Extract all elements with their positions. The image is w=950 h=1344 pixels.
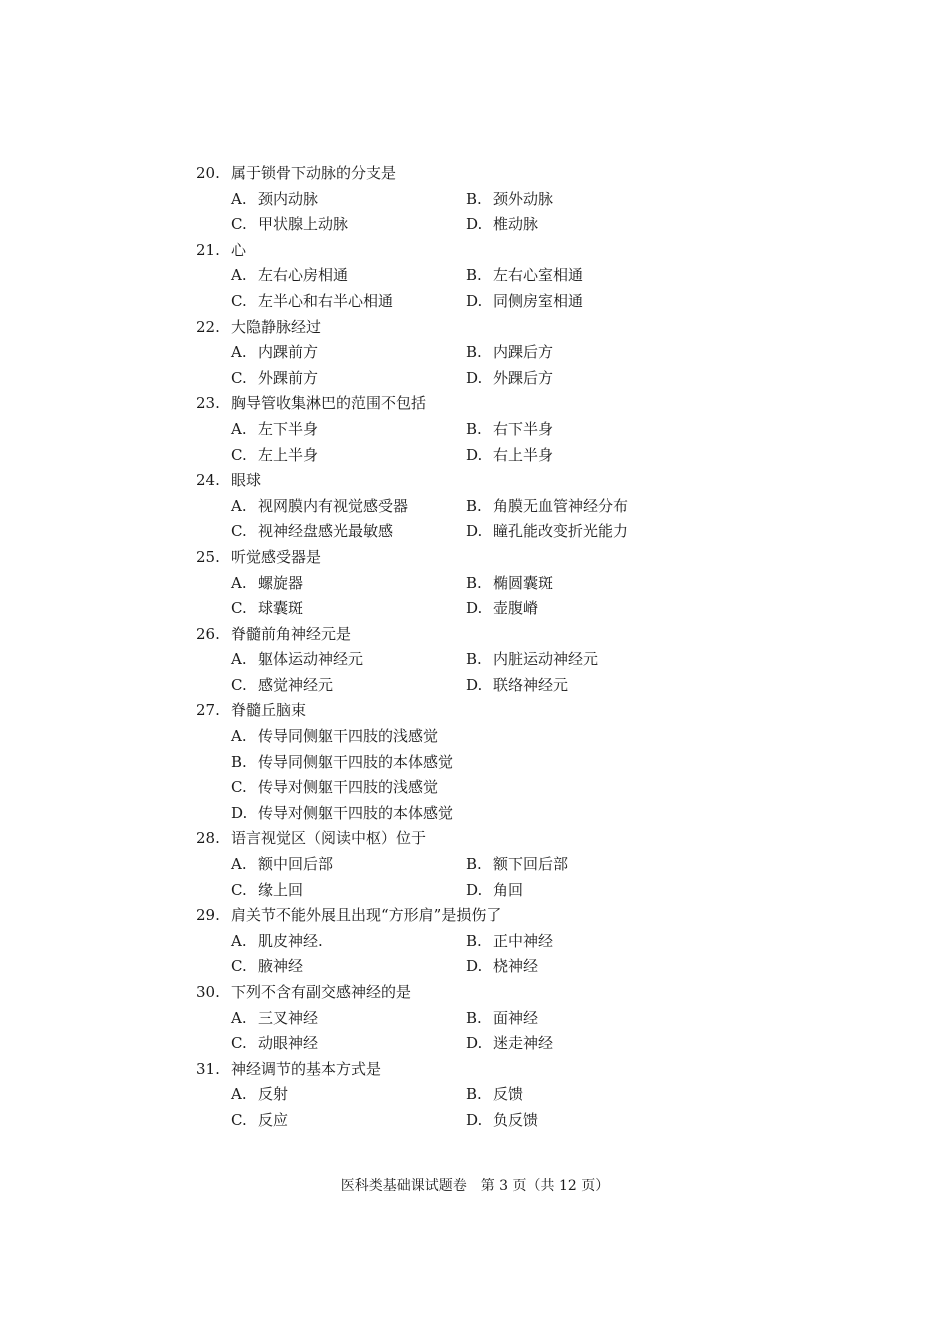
option-row — [0, 878, 950, 904]
answer-option — [466, 929, 553, 955]
option-text: 右上半身 — [493, 445, 554, 464]
option-text: 角回 — [493, 880, 524, 899]
option-text: 反应 — [258, 1110, 289, 1129]
option-label: A. — [231, 496, 247, 515]
option-text: 视神经盘感光最敏感 — [258, 522, 394, 541]
question-text: 神经调节的基本方式是 — [231, 1059, 382, 1078]
option-text: 额下回后部 — [493, 855, 569, 874]
option-text: 同侧房室相通 — [493, 291, 584, 310]
question-stem — [0, 1057, 950, 1083]
option-row — [0, 724, 950, 750]
option-label: A. — [231, 343, 247, 362]
option-text: 左下半身 — [258, 419, 319, 438]
option-row — [0, 647, 950, 673]
option-row — [0, 1031, 950, 1057]
answer-option — [231, 1082, 288, 1108]
answer-option — [466, 187, 553, 213]
question-stem — [0, 391, 950, 417]
answer-option — [466, 1031, 553, 1057]
answer-option — [466, 340, 553, 366]
option-row — [0, 289, 950, 315]
option-text: 负反馈 — [493, 1110, 539, 1129]
option-label: C. — [231, 368, 247, 387]
option-row — [0, 801, 950, 827]
question-number: 21. — [196, 240, 220, 259]
answer-option — [466, 647, 598, 673]
answer-option — [466, 954, 538, 980]
option-label: C. — [231, 215, 247, 234]
question-stem — [0, 468, 950, 494]
option-text: 三叉神经 — [258, 1008, 319, 1027]
answer-option — [466, 494, 628, 520]
answer-option — [231, 571, 303, 597]
option-text: 外踝后方 — [493, 368, 554, 387]
option-text: 内脏运动神经元 — [493, 650, 599, 669]
option-label: C. — [231, 599, 247, 618]
question-number: 26. — [196, 624, 220, 643]
question-text: 大隐静脉经过 — [231, 317, 322, 336]
question-stem — [0, 315, 950, 341]
option-text: 缘上回 — [258, 880, 304, 899]
question-stem — [0, 826, 950, 852]
option-row — [0, 750, 950, 776]
option-text: 视网膜内有视觉感受器 — [258, 496, 409, 515]
option-label: A. — [231, 1085, 247, 1104]
answer-option — [231, 647, 363, 673]
option-label: C. — [231, 1110, 247, 1129]
option-row — [0, 443, 950, 469]
option-text: 桡神经 — [493, 957, 539, 976]
option-text: 动眼神经 — [258, 1034, 319, 1053]
option-label: C. — [231, 957, 247, 976]
question-text: 眼球 — [231, 471, 262, 490]
option-label: A. — [231, 419, 247, 438]
answer-option — [231, 443, 318, 469]
option-text: 左右心房相通 — [258, 266, 349, 285]
option-label: A. — [231, 1008, 247, 1027]
option-label: B. — [466, 1085, 482, 1104]
option-label: C. — [231, 880, 247, 899]
option-label: C. — [231, 445, 247, 464]
option-label: D. — [231, 803, 248, 822]
answer-option — [466, 1108, 538, 1134]
option-label: B. — [466, 931, 482, 950]
option-text: 额中回后部 — [258, 855, 334, 874]
option-label: C. — [231, 675, 247, 694]
question-text: 下列不含有副交感神经的是 — [231, 983, 412, 1001]
option-text: 肌皮神经. — [258, 931, 323, 950]
option-label: A. — [231, 650, 247, 669]
option-label: A. — [231, 727, 247, 746]
option-label: D. — [466, 522, 483, 541]
option-text: 颈内动脉 — [258, 189, 319, 208]
option-text: 面神经 — [493, 1008, 539, 1027]
question-number: 29. — [196, 906, 220, 925]
option-label: D. — [466, 291, 483, 310]
answer-option — [231, 263, 348, 289]
answer-option — [231, 929, 323, 955]
option-label: D. — [466, 675, 483, 694]
option-label: B. — [231, 752, 247, 771]
answer-option — [231, 724, 438, 750]
answer-option — [231, 289, 393, 315]
option-label: A. — [231, 189, 247, 208]
answer-option — [466, 1082, 523, 1108]
answer-option — [231, 417, 318, 443]
option-text: 颈外动脉 — [493, 189, 554, 208]
answer-option — [231, 187, 318, 213]
question-text: 脊髓丘脑束 — [231, 701, 307, 720]
question-list — [0, 161, 950, 1134]
option-label: C. — [231, 778, 247, 797]
option-label: B. — [466, 189, 482, 208]
option-text: 右下半身 — [493, 419, 554, 438]
option-text: 内踝前方 — [258, 343, 319, 362]
option-row — [0, 366, 950, 392]
answer-option — [466, 519, 628, 545]
question-number: 20. — [196, 164, 220, 182]
answer-option — [466, 1006, 538, 1032]
question-stem — [0, 903, 950, 929]
question-stem — [0, 622, 950, 648]
option-label: D. — [466, 368, 483, 387]
option-text: 瞳孔能改变折光能力 — [493, 522, 629, 541]
question-text: 语言视觉区（阅读中枢）位于 — [231, 829, 427, 848]
option-label: B. — [466, 855, 482, 874]
option-label: D. — [466, 1110, 483, 1129]
answer-option — [466, 596, 538, 622]
question-stem — [0, 698, 950, 724]
option-text: 椎动脉 — [493, 215, 539, 234]
answer-option — [231, 519, 393, 545]
option-row — [0, 571, 950, 597]
answer-option — [466, 417, 553, 443]
option-label: D. — [466, 1034, 483, 1053]
option-row — [0, 1082, 950, 1108]
answer-option — [466, 443, 553, 469]
answer-option — [231, 494, 408, 520]
option-row — [0, 263, 950, 289]
option-row — [0, 596, 950, 622]
question-text: 听觉感受器是 — [231, 547, 322, 566]
option-label: A. — [231, 573, 247, 592]
option-row — [0, 417, 950, 443]
option-text: 椭圆囊斑 — [493, 573, 554, 592]
answer-option — [231, 1006, 318, 1032]
option-text: 腋神经 — [258, 957, 304, 976]
option-label: B. — [466, 343, 482, 362]
option-row — [0, 1108, 950, 1134]
option-text: 左半心和右半心相通 — [258, 291, 394, 310]
option-text: 球囊斑 — [258, 599, 304, 618]
option-text: 感觉神经元 — [258, 675, 334, 694]
question-stem — [0, 545, 950, 571]
answer-option — [231, 366, 318, 392]
question-number: 30. — [196, 983, 220, 1001]
option-row — [0, 340, 950, 366]
question-number: 24. — [196, 471, 220, 490]
option-label: B. — [466, 419, 482, 438]
option-row — [0, 929, 950, 955]
option-label: A. — [231, 855, 247, 874]
answer-option — [231, 775, 438, 801]
option-text: 传导对侧躯干四肢的本体感觉 — [258, 803, 454, 822]
option-label: D. — [466, 880, 483, 899]
option-text: 反射 — [258, 1085, 289, 1104]
option-label: B. — [466, 573, 482, 592]
question-number: 22. — [196, 317, 220, 336]
answer-option — [231, 1031, 318, 1057]
question-stem — [0, 161, 950, 187]
page-footer: 医科类基础课试题卷 第 3 页（共 12 页） — [340, 1178, 610, 1194]
option-label: B. — [466, 496, 482, 515]
answer-option — [466, 673, 568, 699]
question-number: 23. — [196, 394, 220, 413]
option-row — [0, 187, 950, 213]
option-row — [0, 852, 950, 878]
option-text: 传导同侧躯干四肢的浅感觉 — [258, 727, 439, 746]
option-label: B. — [466, 650, 482, 669]
option-label: C. — [231, 291, 247, 310]
option-label: D. — [466, 445, 483, 464]
option-row — [0, 519, 950, 545]
option-text: 联络神经元 — [493, 675, 569, 694]
answer-option — [466, 878, 523, 904]
question-text: 脊髓前角神经元是 — [231, 624, 352, 643]
option-row — [0, 954, 950, 980]
answer-option — [466, 263, 583, 289]
option-text: 甲状腺上动脉 — [258, 215, 349, 234]
question-stem — [0, 980, 950, 1006]
answer-option — [231, 801, 453, 827]
answer-option — [231, 596, 303, 622]
option-text: 壶腹嵴 — [493, 599, 539, 618]
option-text: 左右心室相通 — [493, 266, 584, 285]
answer-option — [231, 212, 348, 238]
question-text: 属于锁骨下动脉的分支是 — [231, 164, 397, 182]
option-text: 迷走神经 — [493, 1034, 554, 1053]
option-label: C. — [231, 1034, 247, 1053]
option-row — [0, 775, 950, 801]
option-label: D. — [466, 215, 483, 234]
answer-option — [231, 1108, 288, 1134]
option-text: 左上半身 — [258, 445, 319, 464]
option-label: A. — [231, 266, 247, 285]
option-label: D. — [466, 599, 483, 618]
option-text: 传导对侧躯干四肢的浅感觉 — [258, 778, 439, 797]
answer-option — [231, 954, 303, 980]
answer-option — [466, 289, 583, 315]
option-text: 正中神经 — [493, 931, 554, 950]
answer-option — [466, 852, 568, 878]
option-label: B. — [466, 266, 482, 285]
question-number: 31. — [196, 1059, 220, 1078]
option-label: B. — [466, 1008, 482, 1027]
question-text: 心 — [231, 240, 247, 259]
question-text: 肩关节不能外展且出现“方形肩”是损伤了 — [231, 906, 502, 925]
option-row — [0, 673, 950, 699]
option-label: C. — [231, 522, 247, 541]
option-label: A. — [231, 931, 247, 950]
question-text: 胸导管收集淋巴的范围不包括 — [231, 394, 427, 413]
question-number: 25. — [196, 547, 220, 566]
answer-option — [231, 878, 303, 904]
option-text: 传导同侧躯干四肢的本体感觉 — [258, 752, 454, 771]
option-text: 反馈 — [493, 1085, 524, 1104]
answer-option — [231, 852, 333, 878]
answer-option — [466, 571, 553, 597]
option-text: 角膜无血管神经分布 — [493, 496, 629, 515]
answer-option — [466, 212, 538, 238]
question-number: 27. — [196, 701, 220, 720]
option-row — [0, 1006, 950, 1032]
answer-option — [231, 673, 333, 699]
option-text: 螺旋器 — [258, 573, 304, 592]
question-stem — [0, 238, 950, 264]
answer-option — [466, 366, 553, 392]
answer-option — [231, 340, 318, 366]
option-text: 外踝前方 — [258, 368, 319, 387]
option-text: 内踝后方 — [493, 343, 554, 362]
option-row — [0, 212, 950, 238]
question-number: 28. — [196, 829, 220, 848]
option-label: D. — [466, 957, 483, 976]
option-row — [0, 494, 950, 520]
option-text: 躯体运动神经元 — [258, 650, 364, 669]
answer-option — [231, 750, 453, 776]
